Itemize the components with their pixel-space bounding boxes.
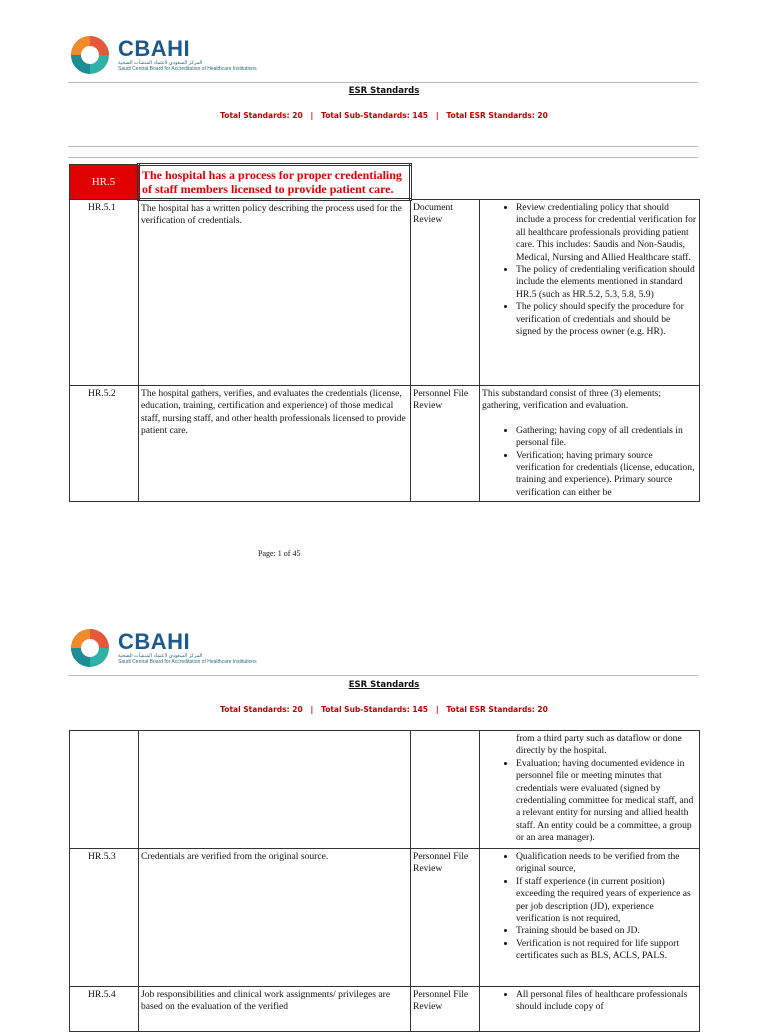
guidance-item: • If staff experience (in current position) exceeding the required years of experience as per job description (JD), experience verification is not required, — [516, 876, 697, 926]
survey-method: Personnel File Review — [411, 386, 480, 502]
divider — [68, 82, 698, 83]
cbahi-logo — [68, 33, 257, 77]
doc-title: ESR Standards — [348, 86, 420, 96]
substandard-text: Credentials are verified from the original source. — [139, 849, 411, 987]
table-row — [70, 987, 700, 1032]
guidance-item: • Gathering; having copy of all credentials in personal file. — [516, 425, 697, 450]
standards-table — [69, 730, 700, 1032]
cbahi-logo — [68, 626, 257, 670]
divider — [68, 146, 698, 147]
guidance-cell — [480, 987, 700, 1032]
survey-method: Personnel File Review — [411, 849, 480, 987]
table-row — [70, 386, 700, 502]
logo-sub-english: Saudi Central Board for Accreditation of Healthcare Institutions — [118, 659, 257, 665]
substandard-code — [70, 731, 139, 849]
standard-code: HR.5 — [70, 165, 139, 200]
guidance-intro: This substandard consist of three (3) elements; gathering, verification and evaluation. — [482, 388, 662, 412]
substandard-text: Job responsibilities and clinical work assignments/ privileges are based on the evaluation of the verified — [139, 987, 411, 1032]
standard-header-row — [70, 165, 700, 200]
guidance-cell — [480, 200, 700, 386]
substandard-code: HR.5.1 — [70, 200, 139, 386]
survey-method: Document Review — [411, 200, 480, 386]
guidance-item: • Evaluation; having documented evidence in personnel file or meeting minutes that credentials were evaluated (signed by credentialing committee for medical staff, and a relevant entity for nursing and allied health staff. An entity could be a committee, a group or an area manager). — [516, 758, 697, 845]
logo-name: CBAHI — [118, 629, 191, 654]
cbahi-logo-icon — [68, 626, 112, 670]
logo-sub-arabic: المركز السعودي لاعتماد المنشآت الصحية — [118, 60, 203, 66]
guidance-cell — [480, 731, 700, 849]
page-number: Page: 1 of 45 — [258, 549, 301, 558]
table-row — [70, 200, 700, 386]
guidance-item: • All personal files of healthcare professionals should include copy of — [516, 989, 697, 1014]
survey-method — [411, 731, 480, 849]
guidance-item: • Review credentialing policy that should include a process for credential verification for all healthcare professionals providing patient care. This includes: Saudis and Non-Saudis, Medical, Nursing and Allied Healthcare staff. — [516, 202, 697, 264]
guidance-continued: from a third party such as dataflow or done directly by the hospital. — [516, 733, 682, 757]
substandard-code: HR.5.3 — [70, 849, 139, 987]
logo-sub-arabic: المركز السعودي لاعتماد المنشآت الصحية — [118, 653, 203, 659]
guidance-item: • The policy should specify the procedure for verification of credentials and should be signed by the process owner (e.g. HR). — [516, 301, 697, 338]
cbahi-logo-icon — [68, 33, 112, 77]
guidance-item: • Verification is not required for life support certificates such as BLS, ACLS, PALS. — [516, 938, 697, 963]
totals-line: Total Standards: 20 | Total Sub-Standards: 145 | Total ESR Standards: 20 — [220, 111, 548, 120]
standards-table — [69, 163, 700, 502]
substandard-code: HR.5.2 — [70, 386, 139, 502]
substandard-code: HR.5.4 — [70, 987, 139, 1032]
guidance-cell — [480, 386, 700, 502]
totals-line: Total Standards: 20 | Total Sub-Standards: 145 | Total ESR Standards: 20 — [220, 705, 548, 714]
substandard-text: The hospital has a written policy describing the process used for the verification of credentials. — [139, 200, 411, 386]
substandard-text: The hospital gathers, verifies, and evaluates the credentials (license, education, training, certification and experience) of those medical staff, nursing staff, and other health professionals licensed to provide patient care. — [139, 386, 411, 502]
doc-title: ESR Standards — [348, 680, 420, 690]
guidance-item: • Verification; having primary source verification for credentials (license, education, training and experience). Primary source verification can either be — [516, 450, 697, 500]
divider — [68, 675, 698, 676]
guidance-item: • Qualification needs to be verified from the original source, — [516, 851, 697, 876]
table-row — [70, 731, 700, 849]
guidance-item: • Training should be based on JD. — [516, 925, 697, 937]
guidance-cell — [480, 849, 700, 987]
standard-title: The hospital has a process for proper credentialing of staff members licensed to provide patient care. — [139, 165, 411, 200]
survey-method: Personnel File Review — [411, 987, 480, 1032]
guidance-item: • The policy of credentialing verification should include the elements mentioned in standard HR.5 (such as HR.5.2, 5.3, 5.8, 5.9) — [516, 264, 697, 301]
logo-name: CBAHI — [118, 36, 191, 61]
logo-sub-english: Saudi Central Board for Accreditation of Healthcare Institutions — [118, 66, 257, 72]
divider — [68, 157, 698, 158]
substandard-text — [139, 731, 411, 849]
table-row — [70, 849, 700, 987]
